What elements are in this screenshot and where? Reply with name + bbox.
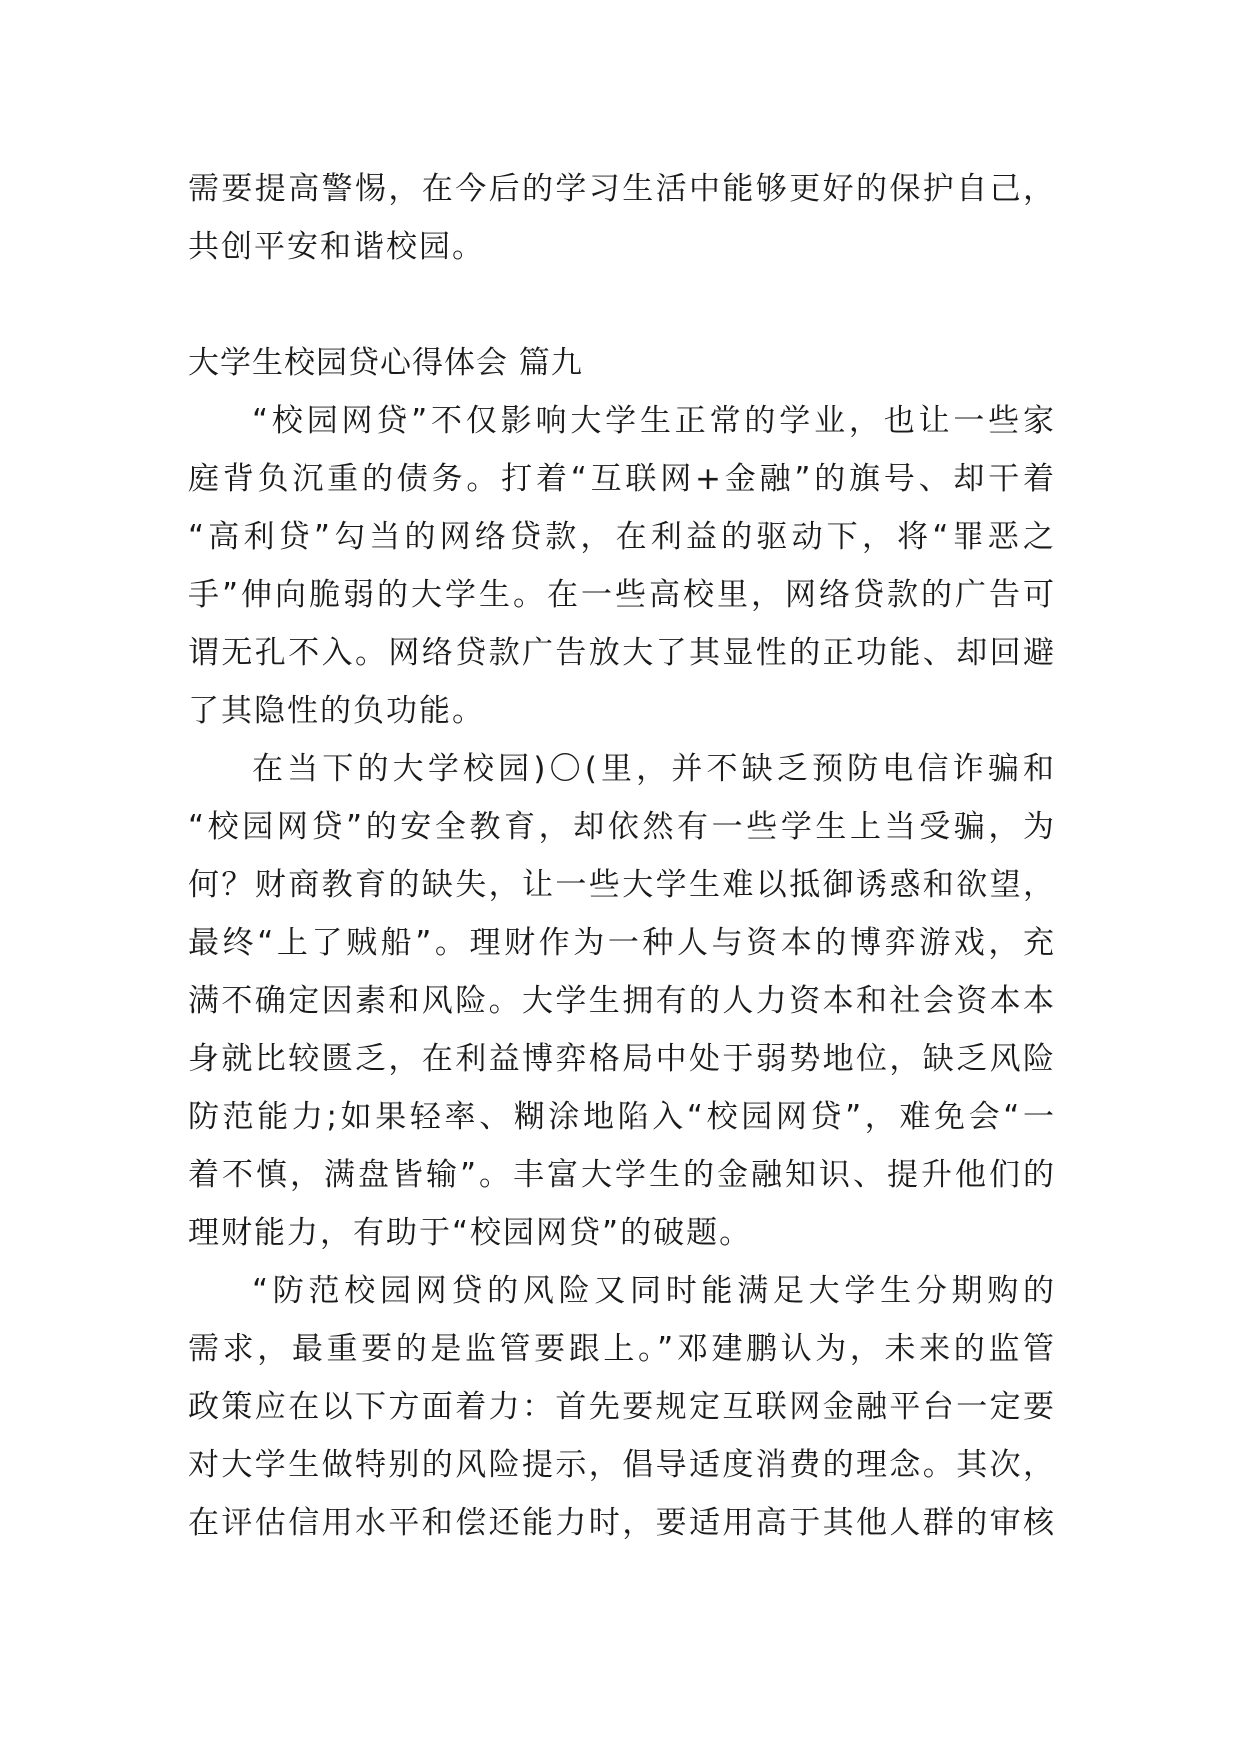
text-line: 庭背负沉重的债务。打着“互联网+金融”的旗号、却干着: [188, 461, 1056, 497]
text-line: 对大学生做特别的风险提示，倡导适度消费的理念。其次，: [188, 1447, 1056, 1483]
text-line: “校园网贷”不仅影响大学生正常的学业，也让一些家: [252, 403, 1056, 439]
text-line: “高利贷”勾当的网络贷款，在利益的驱动下，将“罪恶之: [188, 519, 1056, 555]
text-line: 满不确定因素和风险。大学生拥有的人力资本和社会资本本: [188, 983, 1056, 1019]
text-line: 在评估信用水平和偿还能力时，要适用高于其他人群的审核: [188, 1505, 1056, 1541]
text-line: 了其隐性的负功能。: [188, 693, 485, 729]
text-line: 防范能力;如果轻率、糊涂地陷入“校园网贷”，难免会“一: [188, 1099, 1056, 1135]
text-line: 身就比较匮乏，在利益博弈格局中处于弱势地位，缺乏风险: [188, 1041, 1056, 1077]
text-line: 手”伸向脆弱的大学生。在一些高校里，网络贷款的广告可: [188, 577, 1056, 613]
text-line: 共创平安和谐校园。: [188, 229, 485, 265]
text-line: “校园网贷”的安全教育，却依然有一些学生上当受骗，为: [188, 809, 1056, 845]
document-page: [188, 160, 1056, 1552]
text-line: 政策应在以下方面着力：首先要规定互联网金融平台一定要: [188, 1389, 1056, 1425]
text-line: 谓无孔不入。网络贷款广告放大了其显性的正功能、却回避: [188, 635, 1056, 671]
paragraph-gap: [188, 276, 1056, 334]
intro-paragraph: [188, 160, 1056, 276]
text-line: 理财能力，有助于“校园网贷”的破题。: [188, 1215, 753, 1251]
text-line: “防范校园网贷的风险又同时能满足大学生分期购的: [252, 1273, 1056, 1309]
text-line: 最终“上了贼船”。理财作为一种人与资本的博弈游戏，充: [188, 925, 1056, 961]
text-line: 需求，最重要的是监管要跟上。”邓建鹏认为，未来的监管: [188, 1331, 1056, 1367]
paragraph-3: [188, 1262, 1056, 1552]
paragraph-1: [188, 392, 1056, 740]
text-line: 着不慎，满盘皆输”。丰富大学生的金融知识、提升他们的: [188, 1157, 1056, 1193]
section-title: 大学生校园贷心得体会 篇九: [188, 345, 583, 381]
text-line: 需要提高警惕，在今后的学习生活中能够更好的保护自己，: [188, 171, 1056, 207]
text-line: 何？财商教育的缺失，让一些大学生难以抵御诱惑和欲望，: [188, 867, 1056, 903]
text-line: 在当下的大学校园)〇(里，并不缺乏预防电信诈骗和: [252, 751, 1056, 787]
paragraph-2: [188, 740, 1056, 1262]
